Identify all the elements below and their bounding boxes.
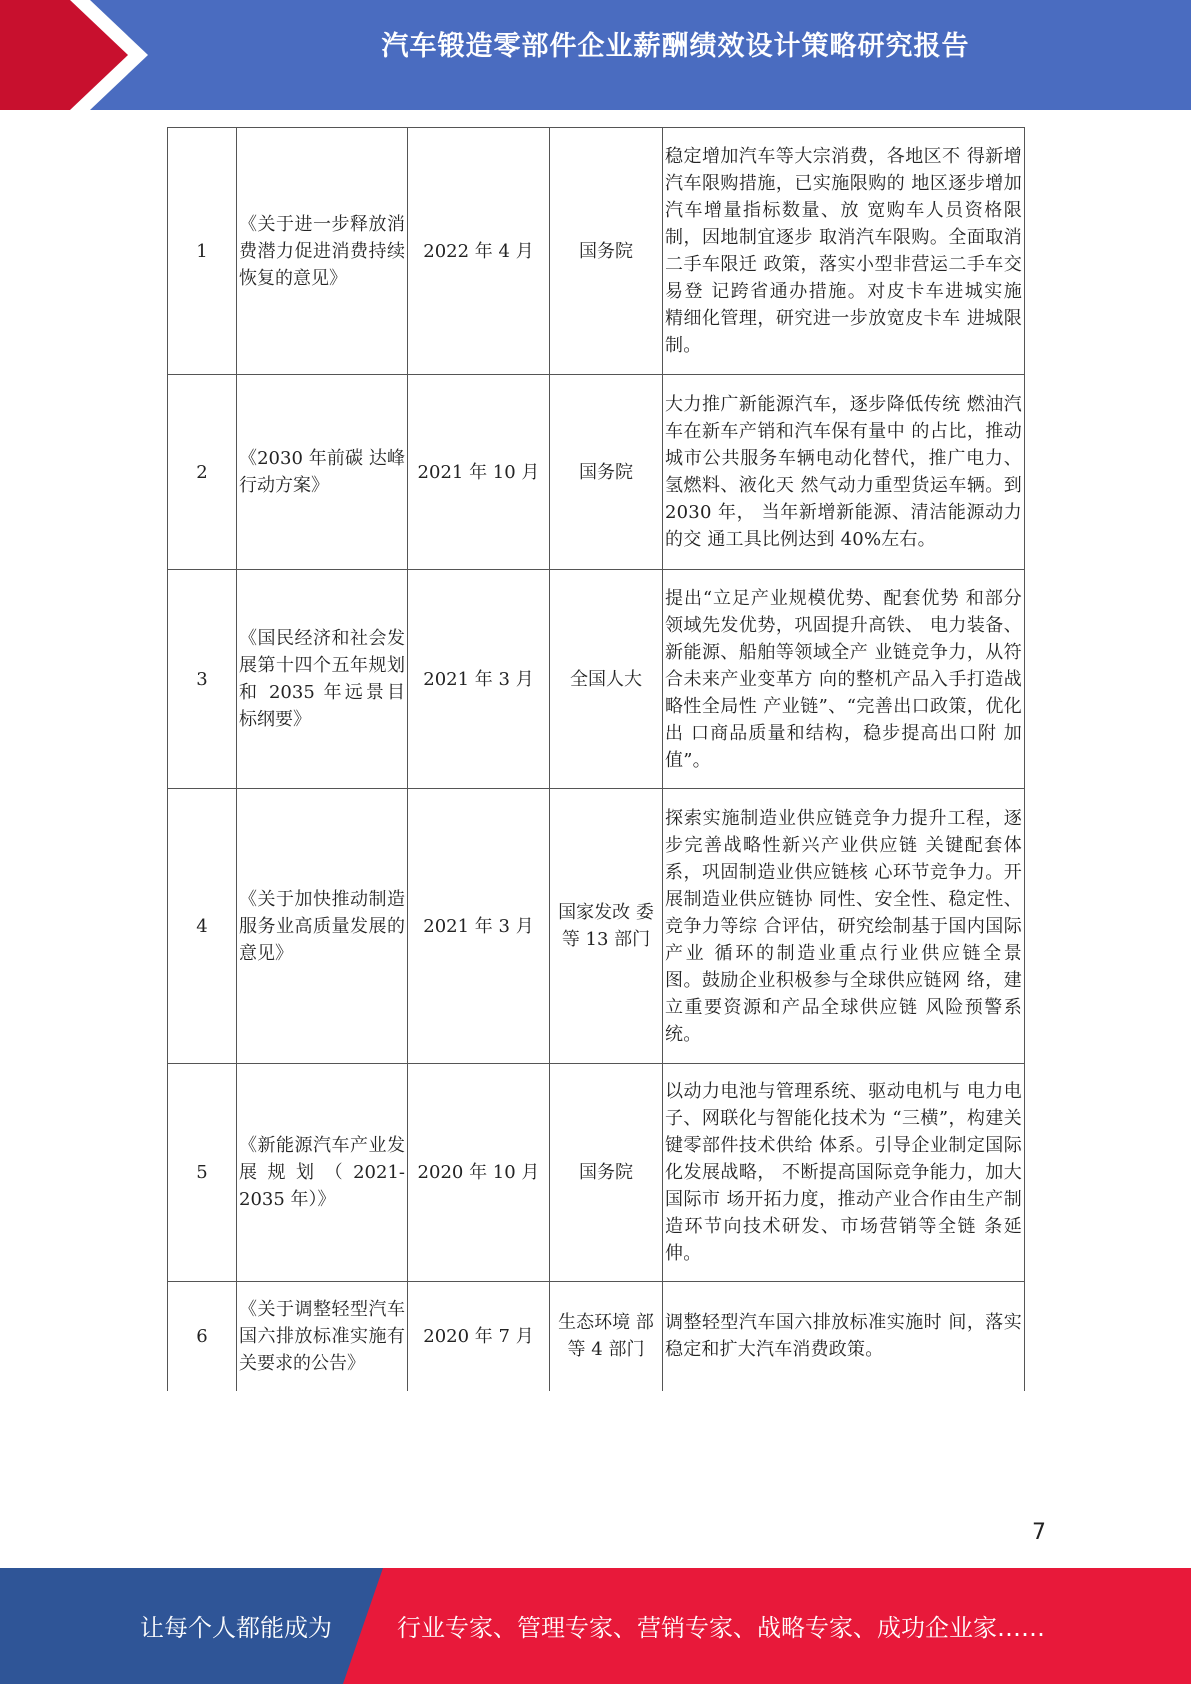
policy-issuer: 生态环境 部等 4 部门 <box>550 1282 663 1391</box>
report-title: 汽车锻造零部件企业薪酬绩效设计策略研究报告 <box>381 31 970 62</box>
row-number: 1 <box>168 128 237 375</box>
policy-document: 《关于进一步释放消费潜力促进消费持续恢复的意见》 <box>237 128 408 375</box>
policy-issuer: 国务院 <box>550 375 663 570</box>
policy-content: 大力推广新能源汽车，逐步降低传统 燃油汽车在新车产销和汽车保有量中 的占比，推动城市公共服务车辆电动化替代，推广电力、氢燃料、液化天 然气动力重型货运车辆。到 2030 年， 当年新增新能源、清洁能源动力的交 通工具比例达到 40%左右。 <box>663 375 1025 570</box>
policy-date: 2022 年 4 月 <box>408 128 550 375</box>
page-number: 7 <box>1032 1520 1046 1545</box>
policy-document: 《2030 年前碳 达峰行动方案》 <box>237 375 408 570</box>
row-number: 4 <box>168 789 237 1064</box>
row-number: 6 <box>168 1282 237 1391</box>
policy-document: 《关于加快推动制造服务业高质量发展的意见》 <box>237 789 408 1064</box>
footer-slogan-right: 行业专家、管理专家、营销专家、战略专家、成功企业家…… <box>397 1614 1045 1642</box>
policy-document: 《关于调整轻型汽车国六排放标准实施有关要求的公告》 <box>237 1282 408 1391</box>
policy-issuer: 国务院 <box>550 1064 663 1282</box>
policy-date: 2021 年 3 月 <box>408 570 550 789</box>
policy-document: 《新能源汽车产业发展规划（2021-2035 年）》 <box>237 1064 408 1282</box>
page-footer <box>0 1568 1191 1684</box>
policy-content: 稳定增加汽车等大宗消费，各地区不 得新增汽车限购措施，已实施限购的 地区逐步增加汽车增量指标数量、放 宽购车人员资格限制，因地制宜逐步 取消汽车限购。全面取消二手车限迁 政策，落实小型非营运二手车交易登 记跨省通办措施。对皮卡车进城实施 精细化管理，研究进一步放宽皮卡车 进城限制。 <box>663 128 1025 375</box>
policy-date: 2020 年 10 月 <box>408 1064 550 1282</box>
table-row <box>168 375 1025 570</box>
policy-issuer: 全国人大 <box>550 570 663 789</box>
table-row <box>168 789 1025 1064</box>
table-row <box>168 1282 1025 1391</box>
page-header <box>0 0 1191 110</box>
row-number: 2 <box>168 375 237 570</box>
row-number: 5 <box>168 1064 237 1282</box>
footer-slogan-left: 让每个人都能成为 <box>140 1614 332 1642</box>
policy-date: 2021 年 3 月 <box>408 789 550 1064</box>
table-row <box>168 570 1025 789</box>
policy-content: 提出“立足产业规模优势、配套优势 和部分领域先发优势，巩固提升高铁、 电力装备、新能源、船舶等领域全产 业链竞争力，从符合未来产业变革方 向的整机产品入手打造战略性全局性 产业链”、“完善出口政策，优化出 口商品质量和结构，稳步提高出口附 加值”。 <box>663 570 1025 789</box>
table-row <box>168 128 1025 375</box>
table-row <box>168 1064 1025 1282</box>
policy-content: 探索实施制造业供应链竞争力提升工程，逐步完善战略性新兴产业供应链 关键配套体系，巩固制造业供应链核 心环节竞争力。开展制造业供应链协 同性、安全性、稳定性、竞争力等综 合评估，研究绘制基于国内国际产业 循环的制造业重点行业供应链全景 图。鼓励企业积极参与全球供应链网 络，建立重要资源和产品全球供应链 风险预警系统。 <box>663 789 1025 1064</box>
row-number: 3 <box>168 570 237 789</box>
policy-content: 调整轻型汽车国六排放标准实施时 间，落实稳定和扩大汽车消费政策。 <box>663 1282 1025 1391</box>
policy-document: 《国民经济和社会发展第十四个五年规划和 2035 年远景目 标纲要》 <box>237 570 408 789</box>
policy-issuer: 国务院 <box>550 128 663 375</box>
policy-content: 以动力电池与管理系统、驱动电机与 电力电子、网联化与智能化技术为 “三横”，构建关键零部件技术供给 体系。引导企业制定国际化发展战略， 不断提高国际竞争能力，加大国际市 场开拓力度，推动产业合作由生产制 造环节向技术研发、市场营销等全链 条延伸。 <box>663 1064 1025 1282</box>
policy-issuer: 国家发改 委等 13 部门 <box>550 789 663 1064</box>
policy-table <box>167 127 1025 1391</box>
policy-date: 2021 年 10 月 <box>408 375 550 570</box>
policy-date: 2020 年 7 月 <box>408 1282 550 1391</box>
header-arrow-decoration <box>0 0 160 110</box>
